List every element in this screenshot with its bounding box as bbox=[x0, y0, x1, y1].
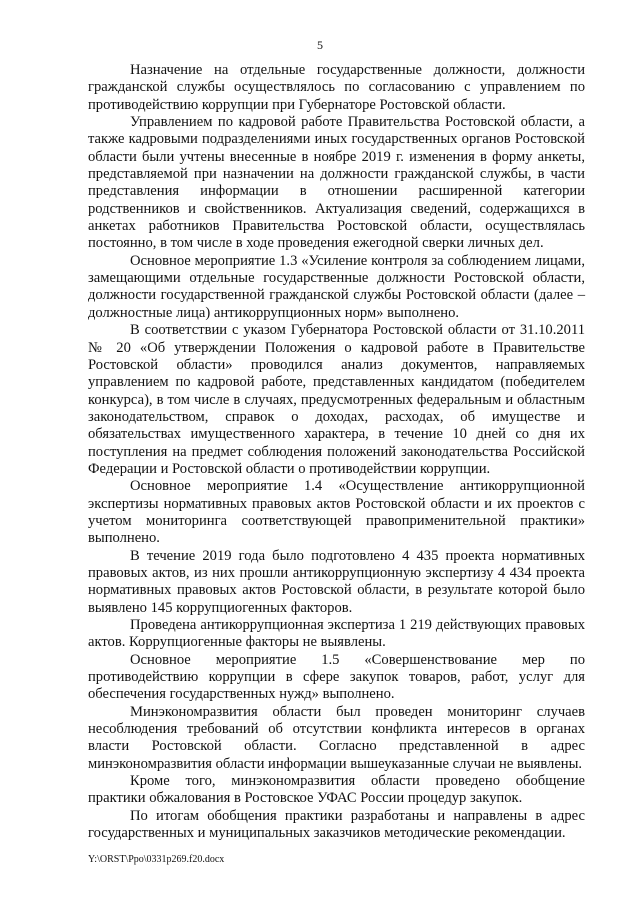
paragraph: Управлением по кадровой работе Правительства Ростовской области, а также кадровыми подразделениями иных государственных органов Ростовской области были учтены внесенные в ноябре 2019 г. изменения в форму анкеты, представляемой при назначении на должности гражданской службы, в части представления информации в отношении расширенной категории родственников и свойственников. Актуализация сведений, содержащихся в анкетах работников Правительства Ростовской области, осуществлялась постоянно, в том числе в ходе проведения ежегодной сверки личных дел. bbox=[88, 114, 585, 252]
paragraph: Основное мероприятие 1.3 «Усиление контроля за соблюдением лицами, замещающими отдельные государственные должности Ростовской области, должности государственной гражданской службы Ростовской области (далее – должностные лица) антикоррупционных норм» выполнено. bbox=[88, 252, 585, 321]
paragraph: Основное мероприятие 1.4 «Осуществление антикоррупционной экспертизы нормативных правовых актов Ростовской области и их проектов с учетом мониторинга соответствующей правоприменительной практики» выполнено. bbox=[88, 478, 585, 547]
paragraph: В течение 2019 года было подготовлено 4 435 проекта нормативных правовых актов, из них прошли антикоррупционную экспертизу 4 434 проекта нормативных правовых актов Ростовской области, в результате которой было выявлено 145 коррупциогенных факторов. bbox=[88, 547, 585, 616]
paragraph: Проведена антикоррупционная экспертиза 1 219 действующих правовых актов. Коррупциогенные факторы не выявлены. bbox=[88, 617, 585, 651]
paragraph: Кроме того, минэкономразвития области проведено обобщение практики обжалования в Ростовское УФАС России процедур закупок. bbox=[88, 773, 585, 807]
paragraph: Назначение на отдельные государственные должности, должности гражданской службы осуществлялось по согласованию с управлением по противодействию коррупции при Губернаторе Ростовской области. bbox=[88, 62, 585, 113]
file-path-footer: Y:\ORST\Ppo\0331p269.f20.docx bbox=[88, 854, 225, 865]
paragraph: В соответствии с указом Губернатора Ростовской области от 31.10.2011 № 20 «Об утверждении Положения о кадровой работе в Правительстве Ростовской области» проводился анализ документов, направляемых управлением по кадровой работе, представленных кандидатом (победителем конкурса), в том числе в случаях, предусмотренных федеральным и областным законодательством, справок о доходах, расходах, об имуществе и обязательствах имущественного характера, в течение 10 дней со дня их поступления на предмет соблюдения положений законодательства Российской Федерации и Ростовской области о противодействии коррупции. bbox=[88, 322, 585, 477]
paragraph: Минэкономразвития области был проведен мониторинг случаев несоблюдения требований об отсутствии конфликта интересов в органах власти Ростовской области. Согласно представленной в адрес минэкономразвития области информации вышеуказанные случаи не выявлены. bbox=[88, 703, 585, 772]
paragraph: По итогам обобщения практики разработаны и направлены в адрес государственных и муниципальных заказчиков методические рекомендации. bbox=[88, 807, 585, 842]
document-body bbox=[88, 62, 585, 842]
paragraph: Основное мероприятие 1.5 «Совершенствование мер по противодействию коррупции в сфере закупок товаров, работ, услуг для обеспечения государственных нужд» выполнено. bbox=[88, 651, 585, 703]
page-number: 5 bbox=[317, 38, 323, 52]
